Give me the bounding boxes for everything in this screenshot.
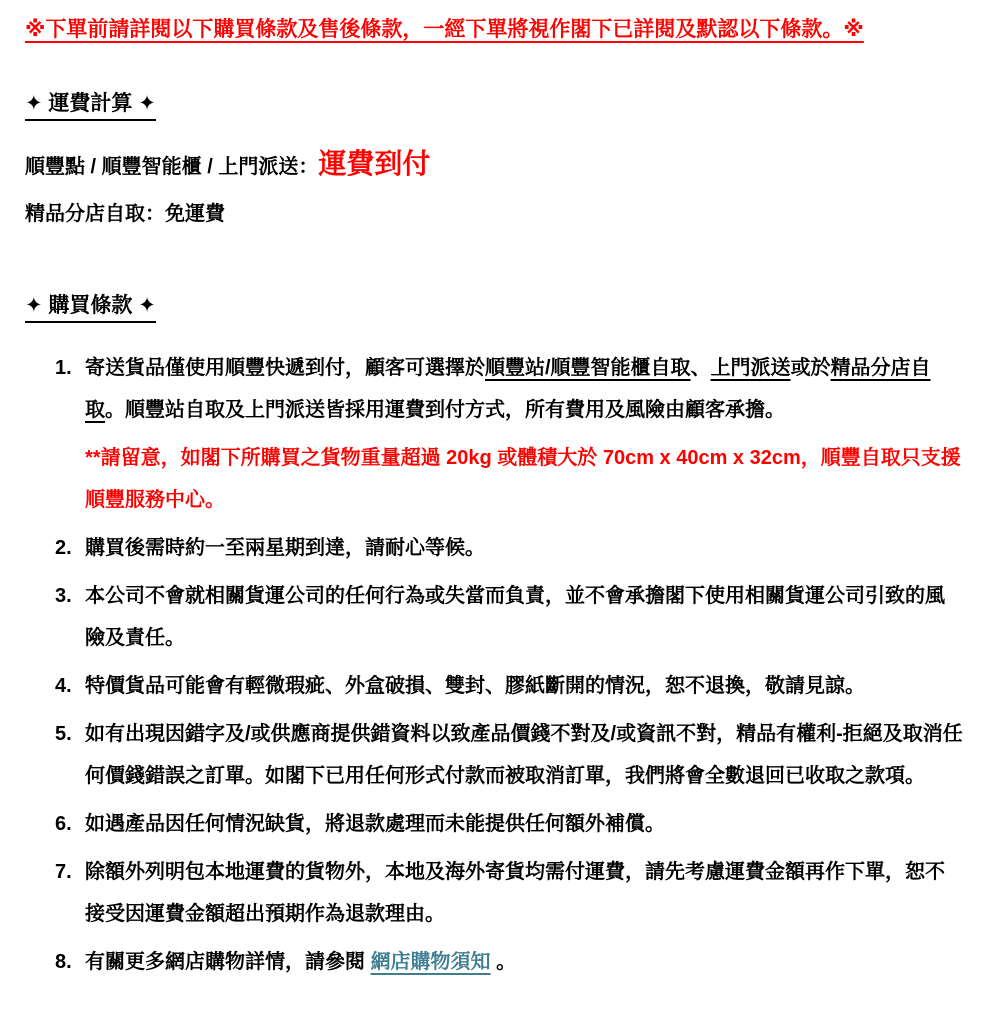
shipping-methods-line (25, 147, 963, 184)
term-number: 1. (55, 357, 72, 379)
term-number: 4. (55, 675, 72, 697)
shipping-methods-label: 順豐點 / 順豐智能櫃 / 上門派送： (25, 156, 319, 178)
term-text-segment: 有關更多網店購物詳情，請參閱 (85, 951, 371, 973)
term-item-7 (25, 851, 963, 935)
freight-collect-value: 運費到付 (318, 148, 431, 179)
term-number: 8. (55, 951, 72, 973)
term-number: 5. (55, 723, 72, 745)
term-text (85, 347, 963, 431)
term-body (85, 713, 963, 797)
term-text: 如遇產品因任何情況缺貨，將退款處理而未能提供任何額外補償。 (85, 813, 665, 835)
term-item-2 (25, 527, 963, 569)
purchase-terms-heading: ✦ 購買條款 ✦ (25, 294, 156, 323)
terms-list (25, 347, 963, 983)
term-body (85, 575, 963, 659)
shipping-fee-heading: ✦ 運費計算 ✦ (25, 92, 156, 121)
term-text: 購買後需時約一至兩星期到達，請耐心等候。 (85, 537, 485, 559)
term-body (85, 527, 963, 569)
term-number: 2. (55, 537, 72, 559)
term-text (85, 941, 963, 983)
store-pickup-line: 精品分店自取：免運費 (25, 203, 225, 225)
term-item-5 (25, 713, 963, 797)
term-number: 6. (55, 813, 72, 835)
term-item-1 (25, 347, 963, 521)
term-body (85, 941, 963, 983)
term-text: 特價貨品可能會有輕微瑕疵、外盒破損、雙封、膠紙斷開的情況，恕不退換，敬請見諒。 (85, 675, 865, 697)
weight-size-warning: **請留意，如閣下所購買之貨物重量超過 20kg 或體積大於 70cm x 40cm x 32cm，順豐自取只支援順豐服務中心。 (85, 447, 961, 511)
shop-guide-link[interactable]: 網店購物須知 (370, 951, 491, 973)
term-body (85, 851, 963, 935)
term-item-4 (25, 665, 963, 707)
underlined-phrase-door-delivery: 上門派送 (710, 357, 791, 379)
term-item-3 (25, 575, 963, 659)
term-body (85, 665, 963, 707)
term-item-8 (25, 941, 963, 983)
underlined-phrase-store-pickup: 精品分店自取 (85, 357, 931, 421)
term-text-segment: 。 (490, 951, 517, 973)
term-text: 如有出現因錯字及/或供應商提供錯資料以致產品價錢不對及/或資訊不對，精品有權利-拒絕及取消任何價錢錯誤之訂單。如閣下已用任何形式付款而被取消訂單，我們將會全數退回已收取之款項。 (85, 723, 963, 787)
term-text: 除額外列明包本地運費的貨物外，本地及海外寄貨均需付運費，請先考慮運費金額再作下單，恕不接受因運費金額超出預期作為退款理由。 (85, 861, 945, 925)
term-text: 本公司不會就相關貨運公司的任何行為或失當而負責，並不會承擔閣下使用相關貨運公司引致的風險及責任。 (85, 585, 945, 649)
term-text-segment: 或於 (790, 357, 831, 379)
term-item-6 (25, 803, 963, 845)
underlined-phrase-sf-locker-pickup: 順豐站/順豐智能櫃自取 (485, 357, 691, 379)
term-text-segment: 寄送貨品僅使用順豐快遞到付，顧客可選擇於 (85, 357, 485, 379)
term-number: 7. (55, 861, 72, 883)
term-number: 3. (55, 585, 72, 607)
term-text-segment: 。順豐站自取及上門派送皆採用運費到付方式，所有費用及風險由顧客承擔。 (105, 399, 785, 421)
term-text-segment: 、 (690, 357, 711, 379)
term-body (85, 347, 963, 521)
pre-order-notice: ※下單前請詳閱以下購買條款及售後條款，一經下單將視作閣下已詳閱及默認以下條款。※ (25, 18, 864, 41)
term-body (85, 803, 963, 845)
